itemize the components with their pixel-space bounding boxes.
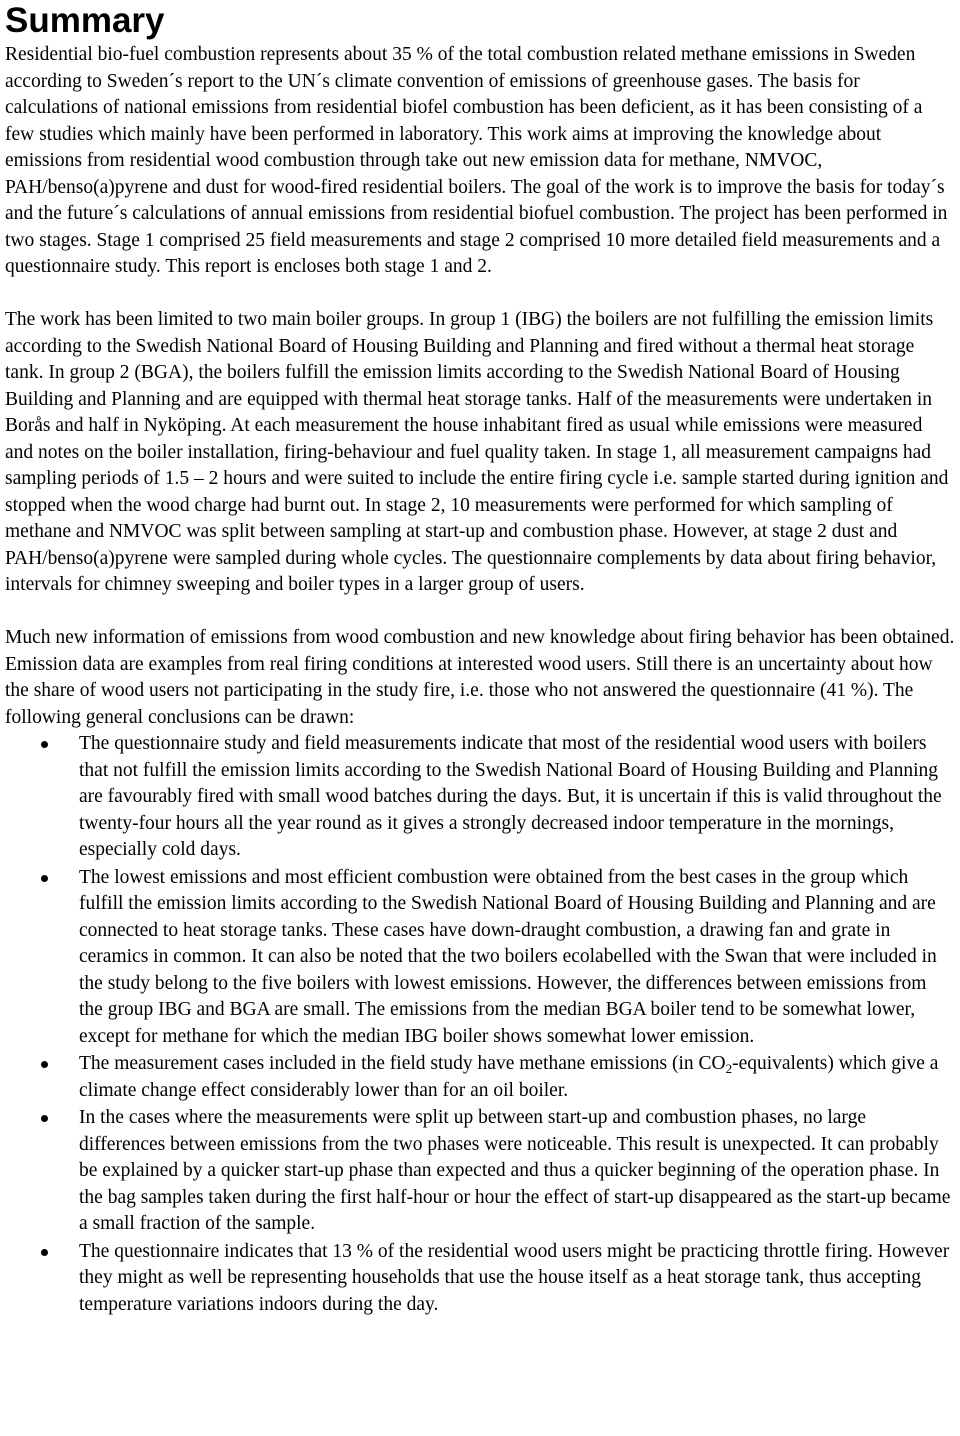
paragraph-method: The work has been limited to two main boiler groups. In group 1 (IBG) the boilers are not fulfilling the emission limits according to the Swedish National Board of Housing Building and Planning and fired without a thermal heat storage tank. In group 2 (BGA), the boilers fulfill the emission limits according to the Swedish National Board of Housing Building and Planning and are equipped with thermal heat storage tanks. Half of the measurements were undertaken in Borås and half in Nyköping. At each measurement the house inhabitant fired as usual while emissions were measured and notes on the boiler installation, firing-behaviour and fuel quality taken. In stage 1, all measurement campaigns had sampling periods of 1.5 – 2 hours and were suited to include the entire firing cycle i.e. sample started during ignition and stopped when the wood charge had burnt out. In stage 2, 10 measurements were performed for which sampling of methane and NMVOC was split between sampling at start-up and combustion phase. However, at stage 2 dust and PAH/benso(a)pyrene were sampled during whole cycles. The questionnaire complements by data about firing behavior, intervals for chimney sweeping and boiler types in a larger group of users. <box>5 309 949 595</box>
list-item-text-after: -equivalents) which give a climate change effect considerably lower than for an oil boiler. <box>79 1053 939 1101</box>
bullet-icon <box>41 1061 48 1068</box>
list-item-text-before: The measurement cases included in the field study have methane emissions (in CO <box>79 1053 726 1074</box>
list-item-text: The questionnaire indicates that 13 % of the residential wood users might be practicing throttle firing. However they might as well be representing households that use the house itself as a heat storage tank, thus accepting temperature variations indoors during the day. <box>79 1240 950 1315</box>
list-item-text: In the cases where the measurements were split up between start-up and combustion phases, no large differences between emissions from the two phases were noticeable. This result is unexpected. It can probably be explained by a quicker start-up phase than expected and thus a quicker beginning of the operation phase. In the bag samples taken during the first half-hour or hour the effect of start-up disappeared as the start-up became a small fraction of the sample. <box>79 1107 951 1234</box>
list-item-text: The questionnaire study and field measurements indicate that most of the residential wood users with boilers that not fulfill the emission limits according to the Swedish National Board of Housing Building and Planning are favourably fired with small wood batches during the days. But, it is uncertain if this is valid throughout the twenty-four hours all the year round as it gives a strongly decreased indoor temperature in the mornings, especially cold days. <box>79 733 942 860</box>
document-page <box>5 0 955 1319</box>
subscript-text: 2 <box>725 1061 733 1076</box>
list-item <box>5 1051 955 1104</box>
list-item <box>5 1105 955 1238</box>
list-item-text: The lowest emissions and most efficient combustion were obtained from the best cases in the group which fulfill the emission limits according to the Swedish National Board of Housing Building and Planning and are connected to heat storage tanks. These cases have down-draught combustion, a drawing fan and grate in ceramics in common. It can also be noted that the two boilers ecolabelled with the Swan that were included in the study belong to the five boilers with lowest emissions. However, the differences between emissions from the group IBG and BGA are small. The emissions from the median BGA boiler tend to be somewhat lower, except for methane for which the median IBG boiler shows somewhat lower emission. <box>79 866 937 1047</box>
page-title: Summary <box>5 1 165 40</box>
bullet-icon <box>41 875 48 882</box>
bullet-icon <box>41 1249 48 1256</box>
list-item <box>5 731 955 864</box>
list-item <box>5 865 955 1051</box>
bullet-icon <box>41 1115 48 1122</box>
bullet-icon <box>41 741 48 748</box>
paragraph-conclusions-intro: Much new information of emissions from wood combustion and new knowledge about firing behavior has been obtained. Emission data are examples from real firing conditions at interested wood users. Still there is an uncertainty about how the share of wood users not participating in the study fire, i.e. those who not answered the questionnaire (41 %). The following general conclusions can be drawn: <box>5 627 955 728</box>
paragraph-intro: Residential bio-fuel combustion represents about 35 % of the total combustion related methane emissions in Sweden according to Sweden´s report to the UN´s climate convention of emissions of greenhouse gases. The basis for calculations of national emissions from residential biofel combustion has been deficient, as it has been consisting of a few studies which mainly have been performed in laboratory. This work aims at improving the knowledge about emissions from residential wood combustion through take out new emission data for methane, NMVOC, PAH/benso(a)pyrene and dust for wood-fired residential boilers. The goal of the work is to improve the basis for today´s and the future´s calculations of annual emissions from residential biofuel combustion. The project has been performed in two stages. Stage 1 comprised 25 field measurements and stage 2 comprised 10 more detailed field measurements and a questionnaire study. This report is encloses both stage 1 and 2. <box>5 44 948 277</box>
list-item <box>5 1239 955 1319</box>
conclusions-list <box>5 731 955 1318</box>
